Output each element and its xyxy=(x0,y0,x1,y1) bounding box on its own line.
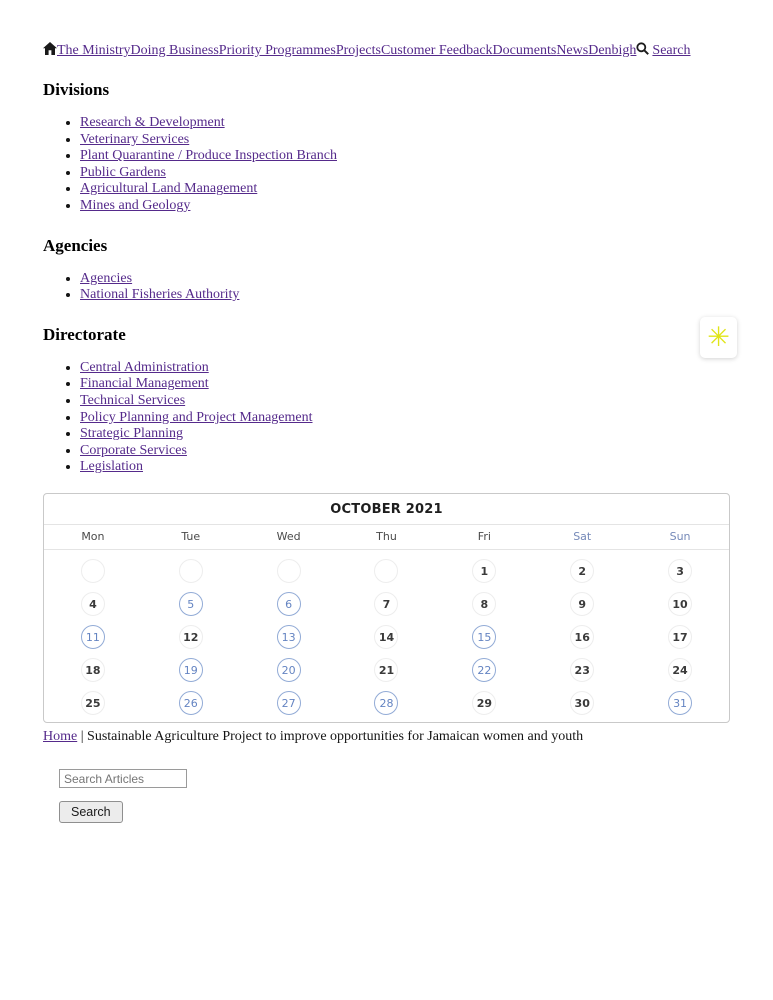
calendar-empty-day xyxy=(81,559,105,583)
calendar-cell xyxy=(631,625,729,649)
nav-link-denbigh[interactable]: Denbigh xyxy=(588,43,637,58)
calendar-day-24: 24 xyxy=(668,658,692,682)
list-item xyxy=(80,426,730,443)
list-item xyxy=(80,459,730,476)
section-title-agencies: Agencies xyxy=(43,235,108,255)
calendar-day-10: 10 xyxy=(668,592,692,616)
nav-link-the-ministry[interactable]: The Ministry xyxy=(57,43,131,58)
article-search xyxy=(59,769,730,823)
calendar-day-headers xyxy=(44,525,729,550)
section-link-research-development[interactable]: Research & Development xyxy=(80,115,225,131)
section-link-central-administration[interactable]: Central Administration xyxy=(80,359,209,375)
home-icon xyxy=(43,42,57,55)
section-divisions xyxy=(43,80,730,215)
section-title-directorate: Directorate xyxy=(43,324,126,344)
calendar-grid xyxy=(44,550,729,722)
agencies-list xyxy=(43,271,730,304)
article-search-button[interactable]: Search xyxy=(59,801,123,823)
list-item xyxy=(80,376,730,393)
calendar-cell xyxy=(338,691,436,715)
calendar-cell xyxy=(44,658,142,682)
section-link-corporate-services[interactable]: Corporate Services xyxy=(80,442,187,458)
calendar-day-27-event-link[interactable]: 27 xyxy=(277,691,301,715)
calendar-day-11-event-link[interactable]: 11 xyxy=(81,625,105,649)
calendar-cell xyxy=(435,658,533,682)
nav-link-doing-business[interactable]: Doing Business xyxy=(130,43,219,58)
nav-link-documents[interactable]: Documents xyxy=(492,43,557,58)
calendar-day-12: 12 xyxy=(179,625,203,649)
section-link-public-gardens[interactable]: Public Gardens xyxy=(80,164,166,180)
calendar-cell xyxy=(338,592,436,616)
calendar-day-9: 9 xyxy=(570,592,594,616)
list-item xyxy=(80,148,730,165)
calendar-day-7: 7 xyxy=(374,592,398,616)
calendar-cell xyxy=(44,592,142,616)
calendar-cell xyxy=(533,592,631,616)
section-link-agencies[interactable]: Agencies xyxy=(80,270,133,286)
nav-link-priority-programmes[interactable]: Priority Programmes xyxy=(218,43,336,58)
calendar-cell xyxy=(240,625,338,649)
calendar-cell xyxy=(631,691,729,715)
calendar-cell xyxy=(631,658,729,682)
top-navigation xyxy=(43,42,730,59)
calendar-cell xyxy=(533,658,631,682)
list-item xyxy=(80,271,730,288)
calendar-dayname-sun: Sun xyxy=(669,530,691,543)
section-link-strategic-planning[interactable]: Strategic Planning xyxy=(80,426,184,442)
section-link-technical-services[interactable]: Technical Services xyxy=(80,393,186,409)
list-item xyxy=(80,115,730,132)
calendar-dayname-sat: Sat xyxy=(573,530,592,543)
nav-search-label: Search xyxy=(652,43,691,58)
events-calendar xyxy=(43,493,730,723)
calendar-cell xyxy=(142,658,240,682)
breadcrumb-home-link[interactable]: Home xyxy=(43,729,78,744)
calendar-day-26-event-link[interactable]: 26 xyxy=(179,691,203,715)
calendar-day-5-event-link[interactable]: 5 xyxy=(179,592,203,616)
list-item xyxy=(80,393,730,410)
calendar-day-6-event-link[interactable]: 6 xyxy=(277,592,301,616)
directorate-list xyxy=(43,360,730,476)
section-link-agricultural-land-management[interactable]: Agricultural Land Management xyxy=(80,181,258,197)
calendar-cell xyxy=(533,559,631,583)
list-item xyxy=(80,198,730,215)
breadcrumb xyxy=(43,729,730,745)
section-link-mines-and-geology[interactable]: Mines and Geology xyxy=(80,198,191,214)
calendar-cell xyxy=(142,592,240,616)
calendar-month-title: OCTOBER 2021 xyxy=(44,494,729,525)
calendar-cell xyxy=(142,625,240,649)
calendar-cell xyxy=(240,559,338,583)
calendar-day-13-event-link[interactable]: 13 xyxy=(277,625,301,649)
calendar-cell xyxy=(142,691,240,715)
section-link-plant-quarantine-produce-inspection-branch[interactable]: Plant Quarantine / Produce Inspection Branch xyxy=(80,148,337,164)
calendar-cell xyxy=(435,592,533,616)
calendar-day-29: 29 xyxy=(472,691,496,715)
calendar-day-19-event-link[interactable]: 19 xyxy=(179,658,203,682)
section-agencies xyxy=(43,236,730,304)
calendar-day-30: 30 xyxy=(570,691,594,715)
nav-link-customer-feedback[interactable]: Customer Feedback xyxy=(380,43,493,58)
calendar-cell xyxy=(533,625,631,649)
section-link-national-fisheries-authority[interactable]: National Fisheries Authority xyxy=(80,287,240,303)
calendar-dayname-tue: Tue xyxy=(181,530,201,543)
calendar-day-8: 8 xyxy=(472,592,496,616)
section-link-veterinary-services[interactable]: Veterinary Services xyxy=(80,131,190,147)
calendar-cell xyxy=(435,625,533,649)
list-item xyxy=(80,181,730,198)
calendar-empty-day xyxy=(179,559,203,583)
list-item xyxy=(80,287,730,304)
calendar-day-20-event-link[interactable]: 20 xyxy=(277,658,301,682)
calendar-empty-day xyxy=(374,559,398,583)
calendar-cell xyxy=(44,559,142,583)
calendar-dayname-mon: Mon xyxy=(81,530,105,543)
calendar-cell xyxy=(240,592,338,616)
asterisk-icon: ✳ xyxy=(707,322,730,353)
calendar-cell xyxy=(338,559,436,583)
breadcrumb-page-title: Sustainable Agriculture Project to improve opportunities for Jamaican women and youth xyxy=(87,729,584,744)
list-item xyxy=(80,360,730,377)
calendar-cell xyxy=(44,625,142,649)
calendar-day-25: 25 xyxy=(81,691,105,715)
calendar-cell xyxy=(338,625,436,649)
section-link-legislation[interactable]: Legislation xyxy=(80,459,143,475)
calendar-cell xyxy=(631,559,729,583)
calendar-day-15-event-link[interactable]: 15 xyxy=(472,625,496,649)
calendar-cell xyxy=(338,658,436,682)
divisions-list xyxy=(43,115,730,215)
list-item xyxy=(80,410,730,427)
list-item xyxy=(80,132,730,149)
list-item xyxy=(80,443,730,460)
article-search-input[interactable] xyxy=(59,769,187,788)
section-title-divisions: Divisions xyxy=(43,80,110,100)
calendar-day-1: 1 xyxy=(472,559,496,583)
nav-link-projects[interactable]: Projects xyxy=(335,43,381,58)
calendar-day-2: 2 xyxy=(570,559,594,583)
section-link-financial-management[interactable]: Financial Management xyxy=(80,376,209,392)
calendar-day-21: 21 xyxy=(374,658,398,682)
calendar-day-16: 16 xyxy=(570,625,594,649)
calendar-day-22-event-link[interactable]: 22 xyxy=(472,658,496,682)
search-icon xyxy=(636,42,649,55)
accessibility-widget[interactable] xyxy=(700,317,737,358)
calendar-day-28-event-link[interactable]: 28 xyxy=(374,691,398,715)
calendar-cell xyxy=(533,691,631,715)
breadcrumb-separator: | xyxy=(77,729,88,744)
calendar-day-31-event-link[interactable]: 31 xyxy=(668,691,692,715)
calendar-cell xyxy=(240,658,338,682)
calendar-cell xyxy=(142,559,240,583)
calendar-day-4: 4 xyxy=(81,592,105,616)
calendar-day-14: 14 xyxy=(374,625,398,649)
calendar-cell xyxy=(44,691,142,715)
section-link-policy-planning-and-project-management[interactable]: Policy Planning and Project Management xyxy=(80,409,313,425)
nav-links xyxy=(57,43,636,58)
nav-link-news[interactable]: News xyxy=(556,43,589,58)
home-link[interactable] xyxy=(43,43,57,58)
calendar-empty-day xyxy=(277,559,301,583)
calendar-day-18: 18 xyxy=(81,658,105,682)
calendar-cell xyxy=(240,691,338,715)
calendar-dayname-fri: Fri xyxy=(477,530,491,543)
calendar-day-3: 3 xyxy=(668,559,692,583)
calendar-day-23: 23 xyxy=(570,658,594,682)
calendar-cell xyxy=(631,592,729,616)
nav-search-link[interactable] xyxy=(636,43,690,58)
list-item xyxy=(80,165,730,182)
calendar-cell xyxy=(435,691,533,715)
section-directorate xyxy=(43,322,730,476)
calendar-cell xyxy=(435,559,533,583)
calendar-dayname-wed: Wed xyxy=(276,530,301,543)
calendar-dayname-thu: Thu xyxy=(376,530,397,543)
calendar-day-17: 17 xyxy=(668,625,692,649)
